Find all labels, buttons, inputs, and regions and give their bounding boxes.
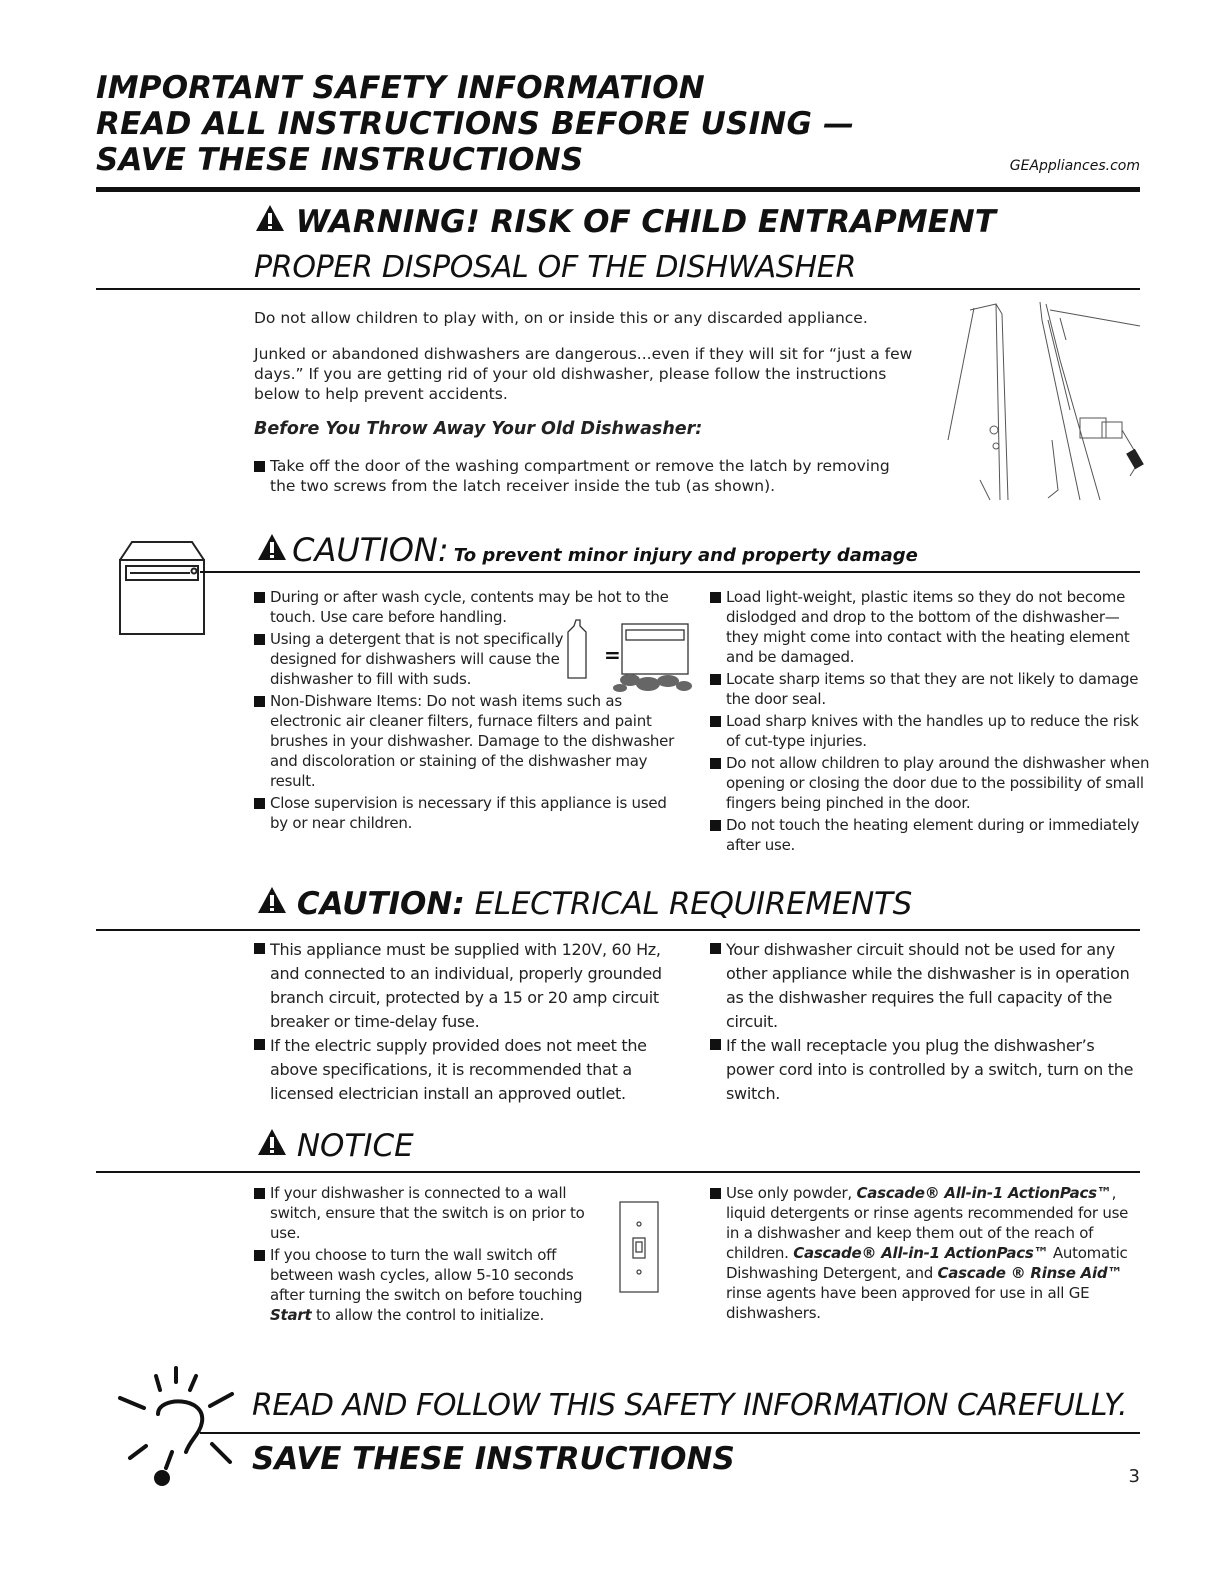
notice-rule (96, 1171, 1140, 1173)
caution2-rule (96, 929, 1140, 931)
notice-right-list (710, 1183, 1140, 1327)
cascade-rinse-aid-brand: Cascade ® Rinse Aid™ (937, 1264, 1123, 1282)
cascade-actionpacs-brand: Cascade® All-in-1 ActionPacs™ (793, 1244, 1049, 1262)
detergent-suds-illustration (560, 618, 700, 698)
warning-bullet-item: Take off the door of the washing compartment or remove the latch by removing the two screws from the latch receiver inside the tub (as shown). (254, 456, 914, 496)
header-title-line2: READ ALL INSTRUCTIONS BEFORE USING — (96, 106, 855, 142)
notice-left-item (254, 1245, 604, 1325)
notice-left2-end: to allow the control to initialize. (311, 1306, 545, 1324)
caution1-title (257, 531, 918, 569)
notice-right-text-2: , liquid detergents or rinse agents recommended for use in a dishwasher and keep them out of the reach of children. (726, 1184, 1129, 1262)
cascade-actionpacs-brand: Cascade® All-in-1 ActionPacs™ (856, 1184, 1112, 1202)
footer-read-follow: READ AND FOLLOW THIS SAFETY INFORMATION CAREFULLY. (252, 1388, 1128, 1423)
caution2-subtitle: ELECTRICAL REQUIREMENTS (474, 886, 913, 922)
caution1-label: CAUTION: (292, 531, 449, 569)
notice-right-text-3: Automatic Dishwashing Detergent, and (726, 1244, 1128, 1282)
footer-rule (200, 1432, 1140, 1434)
dishwasher-icon (110, 538, 210, 638)
warning-title (255, 204, 996, 240)
notice-title (257, 1128, 414, 1164)
caution1-left-item: During or after wash cycle, contents may be hot to the touch. Use care before handling. (254, 587, 684, 627)
header-title-line3: SAVE THESE INSTRUCTIONS (96, 142, 584, 178)
notice-title-text: NOTICE (296, 1128, 414, 1164)
notice-left-item: If your dishwasher is connected to a wall switch, ensure that the switch is on prior to use. (254, 1183, 594, 1243)
caution1-right-item: Load sharp knives with the handles up to reduce the risk of cut-type injuries. (710, 711, 1150, 751)
caution2-label: CAUTION: (296, 886, 465, 922)
caution1-right-item: Locate sharp items so that they are not likely to damage the door seal. (710, 669, 1150, 709)
caution1-right-item: Do not allow children to play around the dishwasher when opening or closing the door due to the possibility of small fingers being pinched in the door. (710, 753, 1150, 813)
warning-triangle-icon (257, 1128, 287, 1156)
warning-subhead: Before You Throw Away Your Old Dishwasher: (254, 419, 703, 439)
notice-left-list (254, 1183, 614, 1329)
caution1-right-item: Load light-weight, plastic items so they do not become dislodged and drop to the bottom of the dishwasher—they might come into contact with the heating element and be damaged. (710, 587, 1150, 667)
caution2-left-item: This appliance must be supplied with 120V, 60 Hz, and connected to an individual, properly grounded branch circuit, protected by a 15 or 20 amp circuit breaker or time-delay fuse. (254, 938, 684, 1034)
caution1-right-item: Do not touch the heating element during or immediately after use. (710, 815, 1150, 855)
caution2-right-list (710, 938, 1140, 1110)
start-keyword: Start (270, 1306, 312, 1324)
latch-removal-illustration (930, 300, 1150, 506)
equals-sign: = (604, 643, 621, 667)
warning-title-text: WARNING! RISK OF CHILD ENTRAPMENT (295, 204, 996, 240)
warning-subtitle: PROPER DISPOSAL OF THE DISHWASHER (254, 250, 857, 285)
notice-right-text-1: Use only powder, (726, 1184, 857, 1202)
caution2-right-item: If the wall receptacle you plug the dishwasher’s power cord into is controlled by a switch, turn on the switch. (710, 1034, 1140, 1106)
notice-right-text-4: rinse agents have been approved for use in all GE dishwashers. (726, 1284, 1090, 1322)
warning-bullet-list (254, 456, 914, 500)
caution1-right-list (710, 587, 1150, 859)
caution2-right-item: Your dishwasher circuit should not be used for any other appliance while the dishwasher is in operation as the dishwasher requires the full capacity of the circuit. (710, 938, 1140, 1034)
website-link[interactable]: GEAppliances.com (1009, 158, 1140, 174)
caution1-left-item: Close supervision is necessary if this appliance is used by or near children. (254, 793, 684, 833)
caution1-rule (200, 571, 1140, 573)
lightbulb-exclamation-icon (110, 1366, 250, 1492)
warning-rule (96, 288, 1140, 290)
warning-triangle-icon (257, 886, 287, 914)
header-rule (96, 187, 1140, 192)
wall-switch-icon (616, 1200, 662, 1296)
caution1-subtitle: To prevent minor injury and property damage (453, 545, 918, 566)
page-number: 3 (1128, 1466, 1140, 1487)
notice-left2-text: If you choose to turn the wall switch off between wash cycles, allow 5-10 seconds after turning the switch on before touching (270, 1246, 583, 1304)
warning-para1: Do not allow children to play with, on or inside this or any discarded appliance. (254, 309, 868, 327)
warning-triangle-icon (257, 533, 287, 561)
caution1-left-item: Non-Dishware Items: Do not wash items such as electronic air cleaner filters, furnace filters and paint brushes in your dishwasher. Damage to the dishwasher and discoloration or staining of the dishwasher may result. (254, 691, 684, 791)
notice-right-item (710, 1183, 1140, 1323)
caution2-left-item: If the electric supply provided does not meet the above specifications, it is recommended that a licensed electrician install an approved outlet. (254, 1034, 684, 1106)
caution1-left-item: Using a detergent that is not specifically designed for dishwashers will cause the dishwasher to fill with suds. (254, 629, 564, 689)
footer-save-instructions: SAVE THESE INSTRUCTIONS (252, 1441, 735, 1477)
caution2-title (257, 886, 912, 922)
header-title-line1: IMPORTANT SAFETY INFORMATION (96, 70, 705, 106)
warning-para2: Junked or abandoned dishwashers are dangerous...even if they will sit for “just a few days.” If you are getting rid of your old dishwasher, please follow the instructions below to help prevent accidents. (254, 345, 913, 403)
warning-triangle-icon (255, 204, 285, 232)
caution2-left-list (254, 938, 684, 1110)
